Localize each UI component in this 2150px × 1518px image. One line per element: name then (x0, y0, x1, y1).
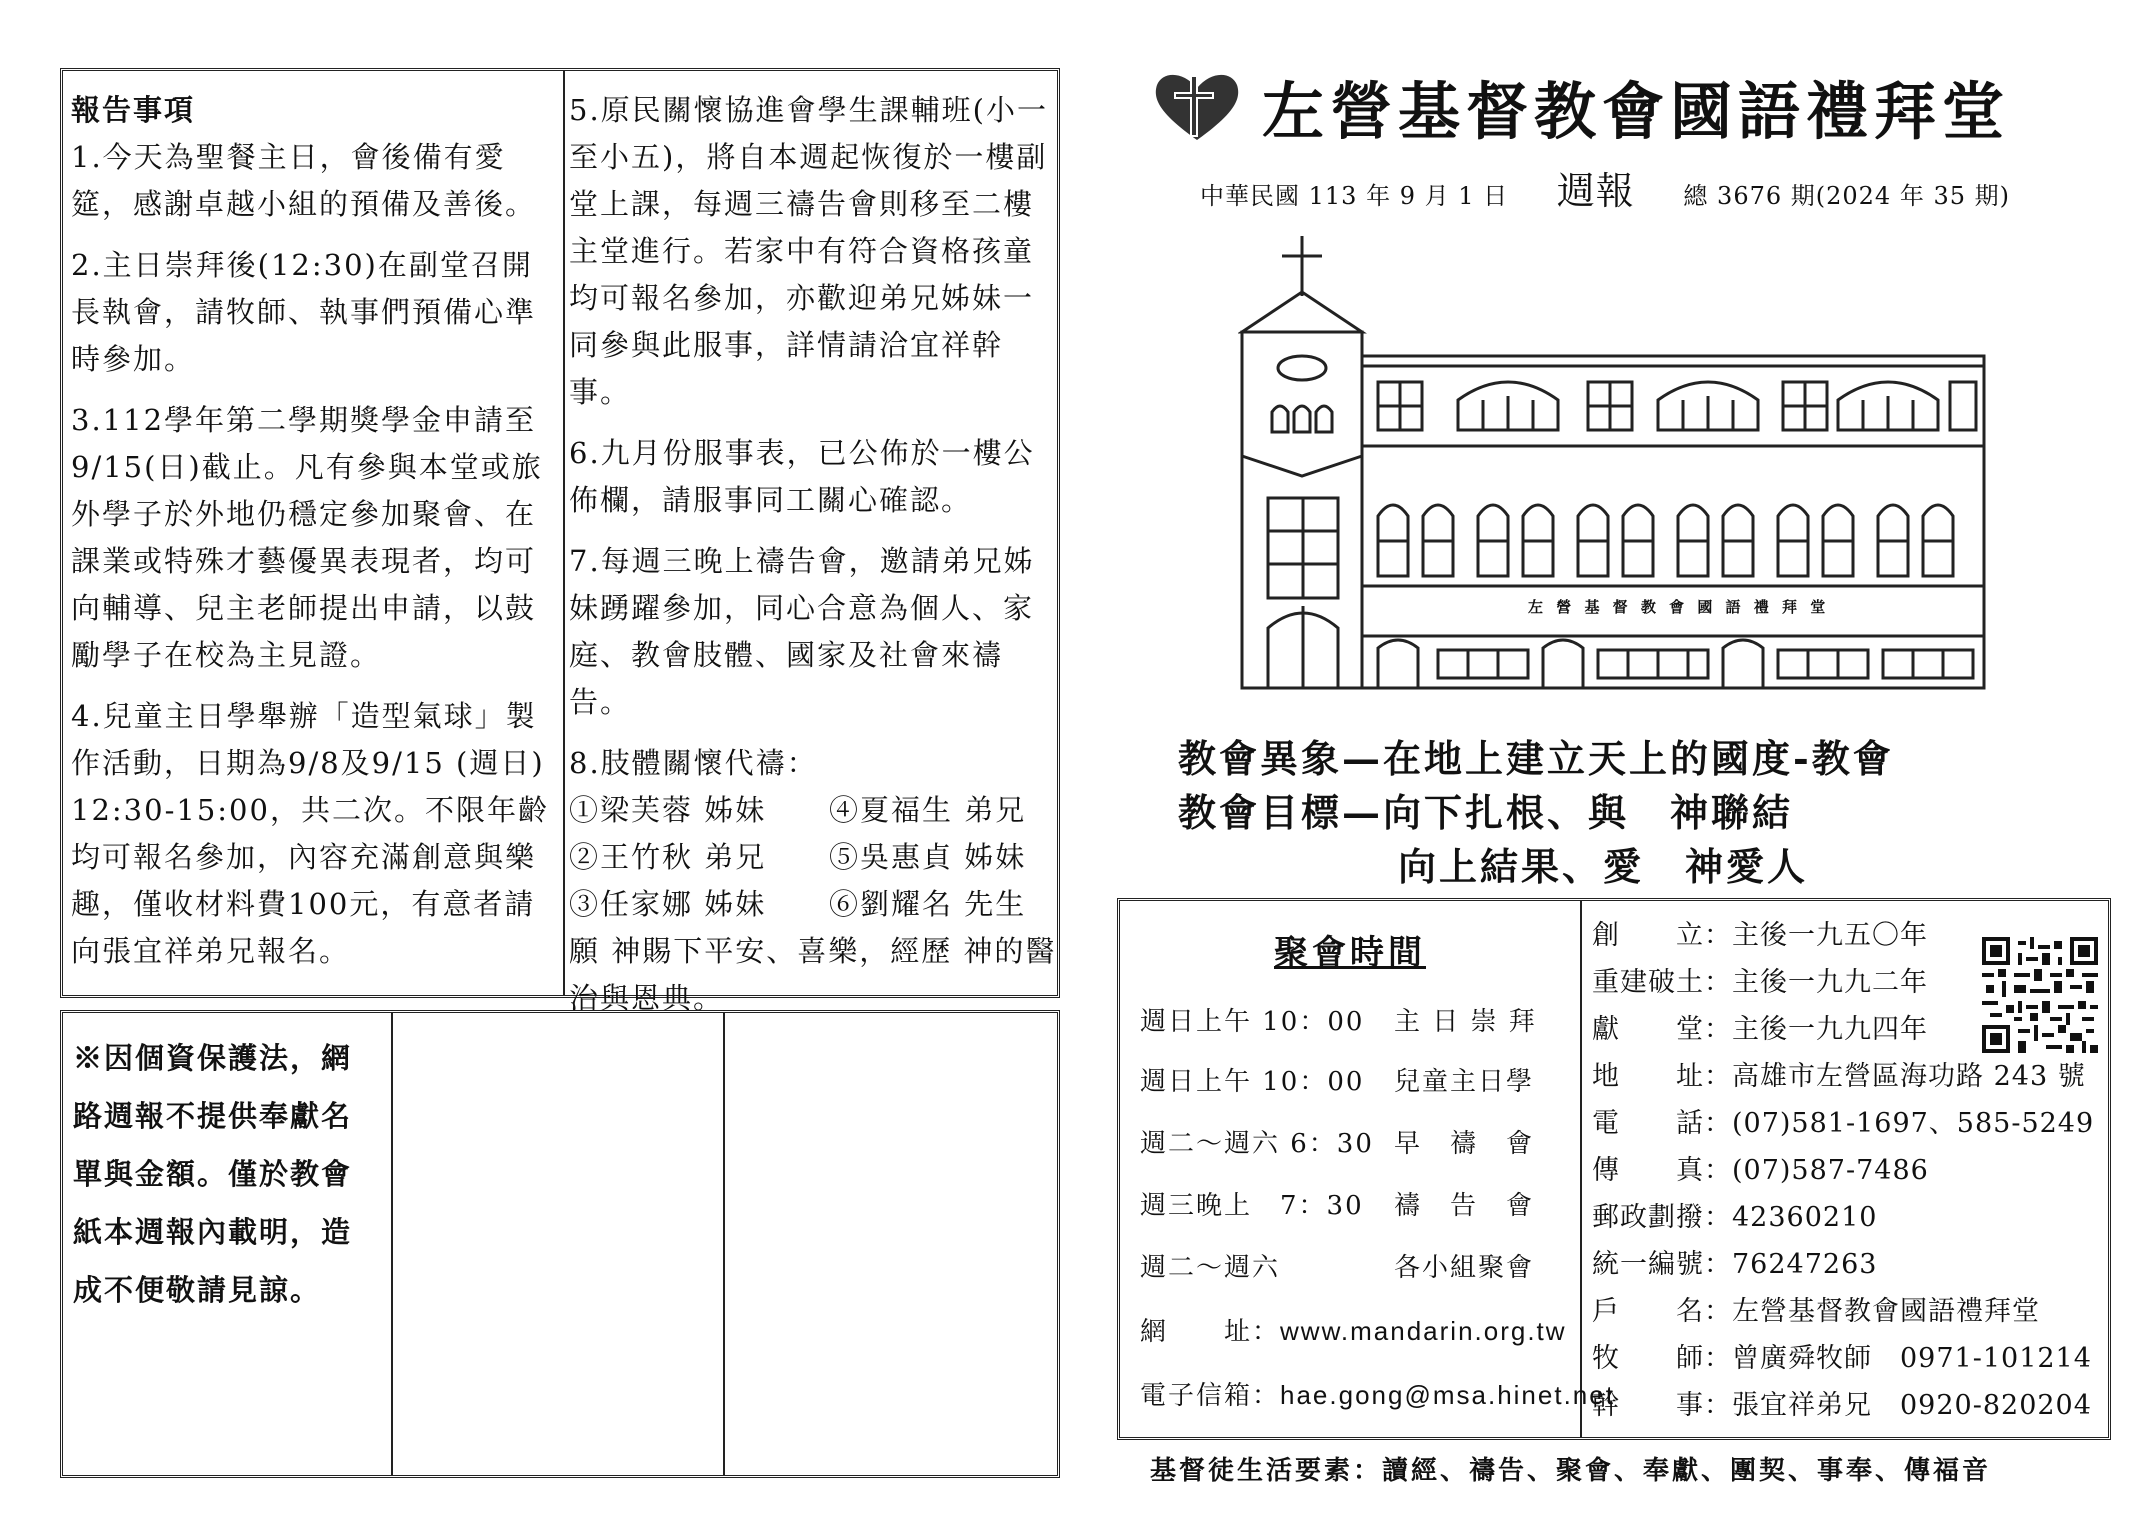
info-row: 獻 堂：主後一九九四年 (1592, 1014, 1928, 1045)
announcement-1: 1.今天為聖餐主日，會後備有愛筵，感謝卓越小組的預備及善後。 (71, 140, 537, 221)
info-row: 幹 事：張宜祥弟兄 0920-820204 (1592, 1390, 2092, 1421)
announcement-2: 2.主日崇拜後(12:30)在副堂召開長執會，請牧師、執事們預備心準時參加。 (71, 248, 537, 376)
church-info-panel (1582, 901, 2108, 1437)
announcement-8: 8.肢體關懷代禱： (569, 746, 818, 780)
info-row: 地 址：高雄市左營區海功路 243 號 (1592, 1061, 2086, 1092)
prayer-name: ①梁芙蓉 姊妹 (569, 793, 767, 827)
meeting-row: 週二～週六 6：30 早 禱 會 (1140, 1129, 1535, 1159)
email-link[interactable]: hae.gong@msa.hinet.net (1280, 1380, 1615, 1410)
announcements-box (60, 68, 1060, 1015)
prayer-list (569, 787, 1057, 928)
prayer-name: ⑤吳惠貞 姊妹 (829, 840, 1027, 874)
info-row: 電 話：(07)581-1697、585-5249 (1592, 1108, 2095, 1139)
email-row: 電子信箱：hae.gong@msa.hinet.net (1140, 1380, 1615, 1411)
church-name: 左營基督教會國語禮拜堂 (1262, 75, 2011, 148)
bulletin-label: 週報 (1556, 169, 1635, 213)
goal-statement-2: 向上結果、愛 神愛人 (1398, 844, 1809, 889)
announcement-3: 3.112學年第二學期獎學金申請至9/15(日)截止。凡有參與本堂或旅外學子於外地仍穩定參加聚會、在課業或特殊才藝優異表現者，均可向輔導、兒主老師提出申請，以鼓勵學子在校為主見證。 (71, 403, 543, 672)
info-box (1117, 898, 2111, 1440)
meeting-row: 週二～週六 各小組聚會 (1140, 1253, 1535, 1283)
offering-box (60, 1010, 1060, 1478)
issue-number: 總 3676 期(2024 年 35 期) (1683, 182, 2010, 210)
issue-line (1200, 160, 2010, 215)
issue-date: 中華民國 113 年 9 月 1 日 (1200, 182, 1509, 210)
announcements-col-left (71, 71, 559, 995)
footer-christian-life: 基督徒生活要素：讀經、禱告、聚會、奉獻、團契、事奉、傳福音 (1150, 1456, 1992, 1486)
info-row: 戶 名：左營基督教會國語禮拜堂 (1592, 1296, 2040, 1327)
announcement-6: 6.九月份服事表，已公佈於一樓公佈欄，請服事同工關心確認。 (569, 436, 1035, 517)
church-logo (1152, 70, 1242, 142)
info-row: 郵政劃撥：42360210 (1592, 1202, 1878, 1233)
announcements-heading: 報告事項 (71, 93, 196, 127)
meetings-panel (1120, 901, 1615, 1437)
meeting-row: 週日上午 10：00 兒童主日學 (1140, 1067, 1535, 1097)
building-sign: 左 營 基 督 教 會 國 語 禮 拜 堂 (1528, 598, 1830, 616)
meetings-title: 聚會時間 (1274, 933, 1426, 973)
prayer-name: ②王竹秋 弟兄 (569, 840, 767, 874)
church-building-illustration (1238, 236, 1988, 692)
website-row: 網 址：www.mandarin.org.tw (1140, 1316, 1567, 1347)
goal-statement-1: 教會目標—向下扎根、與 神聯結 (1178, 790, 1794, 835)
info-row: 創 立：主後一九五〇年 (1592, 920, 1928, 951)
heart-cross-icon (1152, 70, 1242, 142)
prayer-footer: 願 神賜下平安、喜樂，經歷 神的醫治與恩典。 (569, 934, 1057, 1015)
info-row: 重建破土：主後一九九二年 (1592, 967, 1928, 998)
meeting-row: 週三晚上 7：30 禱 告 會 (1140, 1191, 1535, 1221)
vision-statement: 教會異象—在地上建立天上的國度-教會 (1178, 736, 1894, 781)
info-row: 牧 師：曾廣舜牧師 0971-101214 (1592, 1343, 2092, 1374)
info-row: 傳 真：(07)587-7486 (1592, 1155, 1929, 1186)
prayer-name: ⑥劉耀名 先生 (829, 887, 1027, 921)
announcements-col-right (569, 71, 1057, 1015)
announcement-5: 5.原民關懷協進會學生課輔班(小一至小五)，將自本週起恢復於一樓副堂上課，每週三禱告會則移至二樓主堂進行。若家中有符合資格孩童均可報名參加，亦歡迎弟兄姊妹一同參與此服事，詳情請洽宜祥幹事。 (569, 93, 1048, 409)
announcement-4: 4.兒童主日學舉辦「造型氣球」製作活動，日期為9/8及9/15 (週日) 12:30-15:00，共二次。不限年齡均可報名參加，內容充滿創意與樂趣，僅收材料費100元，有意者請向張宜祥弟兄報名。 (71, 699, 549, 968)
qr-code-icon[interactable] (1982, 937, 2098, 1053)
meeting-row: 週日上午 10：00 主 日 崇 拜 (1140, 1007, 1537, 1037)
website-link[interactable]: www.mandarin.org.tw (1280, 1316, 1567, 1346)
prayer-name: ④夏福生 弟兄 (829, 793, 1027, 827)
privacy-notice: ※因個資保護法，網路週報不提供奉獻名單與金額。僅於教會紙本週報內載明，造成不便敬請見諒。 (73, 1041, 353, 1307)
info-row: 統一編號：76247263 (1592, 1249, 1878, 1280)
prayer-name: ③任家娜 姊妹 (569, 887, 767, 921)
announcement-7: 7.每週三晚上禱告會，邀請弟兄姊妹踴躍參加，同心合意為個人、家庭、教會肢體、國家及社會來禱告。 (569, 544, 1035, 719)
